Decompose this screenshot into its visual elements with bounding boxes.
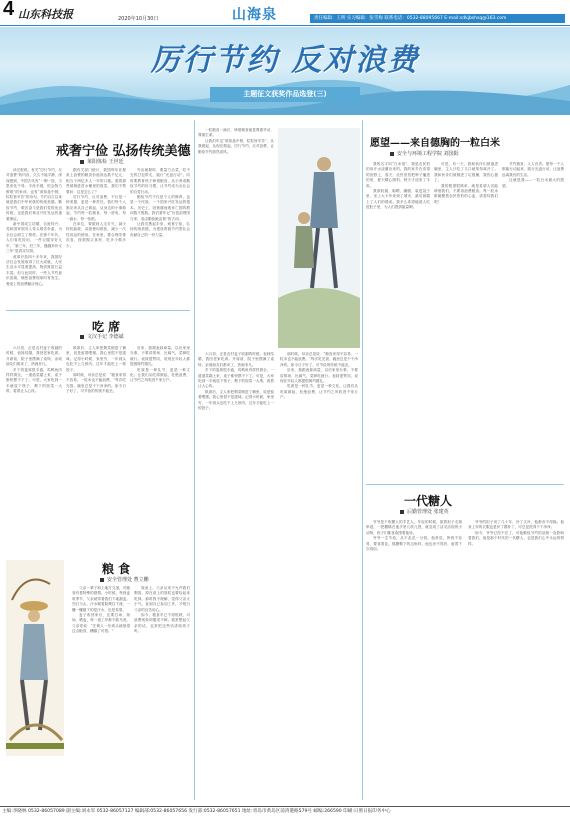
paragraph: 如今，爷爷已经不在了，可他勤俭节约的品格一直影响着我们。他是那个时代的一代糖人，也是我们心中永远的榜样。 (468, 530, 564, 546)
article-column (6, 346, 62, 516)
paragraph: 散席后，主人家把剩菜倒进了桶里，说是留着喂猪。我心里很不是滋味。记得小时候，家里穷，一年到头也吃不上几顿肉，过年才能吃上一顿饺子。 (198, 389, 274, 411)
paragraph: 这就是我——一粒白米最大的愿望。 (502, 178, 564, 188)
farmer-illustration (6, 560, 64, 756)
paragraph: 父亲一辈子和土地打交道，对粮食有着特殊的感情。小时候，每到麦收季节，父亲就带着我们下地割麦。烈日当头，汗水顺着脸颊往下流，一镰一镰割下的是汗水，也是希望。 (72, 586, 130, 612)
article-byline: 安全管理处 曹立鹏 (100, 576, 149, 583)
article-column (280, 352, 358, 800)
paragraph: 爷爷是个吹糖人的手艺人，年轻的时候，挑着担子走街串巷，一把糖稀在他手里几吹几捏，就变成了活灵活现的小动物，孩子们都喜欢围着他转。 (366, 520, 462, 535)
column-divider (362, 120, 363, 800)
article-column (434, 162, 498, 480)
paragraph: 爷爷的担子用了几十年，补了又补，他都舍不得换。他身上穿的衣服也是补丁摞补丁，可总是洗得干干净净。 (468, 520, 564, 530)
article-column (198, 128, 274, 348)
paragraph: 如今，粮食早已不再短缺，可浪费现象却屡见不鲜。我常想起父亲的话，也常把这些话讲给孩子听。 (134, 613, 190, 634)
article-column (366, 520, 462, 800)
paragraph: 我的名字叫“白米饭”，我是农民伯伯用汗水浇灌出来的。我的家乡在希望的田野上，春天，农民伯伯把种子播进田里，夏天精心照料，秋天才迎来了丰收。 (366, 162, 430, 188)
paragraph: 厉行节约、反对浪费，不仅是一种美德，更是一种责任。我们每个人都应该从自己做起，从身边的小事做起，节约每一粒粮食、每一度电、每一滴水、每一张纸。 (66, 195, 126, 221)
article-byline: 莱阳体检 王世廷 (80, 158, 124, 165)
section-divider (366, 484, 564, 485)
bullet-square-icon (80, 335, 84, 339)
paragraph: 六月初，正是农村麦子收割的时候，表妹结婚，我回老家吃席。开席前，院子里摆满了桌椅，亲戚朋友们都来了，热闹非凡。 (6, 346, 62, 367)
paragraph: 那时候，母亲总是说：“粮食来得不容易，一粒米也不能浪费。”每次吃完饭，碗里总是干干净净的。如今日子好了，可节俭的传统不能丢。 (66, 373, 126, 394)
article-headline: 戒奢宁俭 弘扬传统美德 (56, 144, 191, 159)
paragraph: 勤俭节约不仅是个人的修养，也是一个民族、一个国家兴旺发达的根本。历史上，因奢靡而败家亡国的教训数不胜数。我们要牢记“历览前贤国与家，成由勤俭破由奢”的古训。 (130, 195, 190, 221)
paragraph: 六月初，正是农村麦子收割的时候，表妹结婚，我回老家吃席。开席前，院子里摆满了桌椅，亲戚朋友们都来了，热闹非凡。 (198, 352, 274, 367)
article-byline: 后勤管理处 张建英 (400, 508, 449, 515)
paragraph: 我的愿望很简单，就是希望人们能珍惜我们，不要再浪费粮食。每一粒米都凝聚着农民伯伯的心血，请善待我们吧！ (434, 183, 498, 204)
paragraph: 麦子收回家后，还要打场、扬场、晒麦，每一道工序都不敢马虎。父亲常说：“庄稼人一年到头就指望这点粮食，糟蹋了可惜。” (72, 613, 130, 634)
paragraph: 爷爷一生节俭，从不乱花一分钱。他常说，挣钱不容易，要省着花。熬糖剩下的边角料，他也舍不得扔，留着下次再用。 (366, 536, 462, 552)
paragraph: 在单位，要做到人走灯灭，减少待机能耗；双面使用纸张，减少一次性用品的使用。在家里，要合理安排饮食，按需购买食材，吃多少做多少。 (66, 222, 126, 248)
bullet-square-icon (390, 152, 394, 156)
paragraph: 乡下的宴席很丰盛，鸡鸭鱼肉样样俱全，一道道菜端上来，桌子都快摆不下了。可是，大家吃到一半就放下筷子，剩下的饭菜一大堆，看着让人心疼。 (198, 368, 274, 389)
article-byline: 文汉手记 李德斌 (80, 333, 124, 340)
paragraph: 我被收割、晾晒、碾磨，装进袋子里，坐上大卡车来到了城市，最后被端上了人们的餐桌。我多么希望能被人吃进肚子里，为人们提供能量啊。 (366, 189, 430, 210)
banner-subtitle-box (210, 87, 360, 102)
paper-logo: 山东科技报 (18, 8, 73, 21)
article-headline: 愿望——来自德胸的一粒白米 (370, 138, 500, 149)
article-column (130, 168, 190, 304)
article-column (366, 162, 430, 480)
article-column (6, 168, 62, 304)
bullet-square-icon (80, 160, 84, 164)
article-column (502, 162, 564, 480)
article-column (130, 346, 190, 516)
article-column (198, 352, 274, 800)
paragraph: 散席后，主人家把剩菜倒进了桶里，说是留着喂猪。我心里很不是滋味。记得小时候，家里穷，一年到头也吃不上几顿肉，过年才能吃上一顿饺子。 (66, 346, 126, 372)
paragraph: 让我们携起手来，戒奢宁俭，弘扬传统美德，为建设资源节约型社会贡献自己的一份力量。 (130, 222, 190, 237)
banner (0, 27, 570, 115)
article-headline: 一代糖人 (404, 494, 453, 508)
article-byline: 安全与环境工程学院 刘国阳 (390, 150, 459, 157)
bullet-square-icon (400, 510, 404, 514)
field-workers-illustration (278, 128, 360, 348)
header-divider (0, 25, 570, 26)
page-number: 4 (3, 0, 15, 20)
paragraph: 吃席是一种礼节，更是一种文化。让我们从吃席做起，杜绝浪费，让节约之风吹进千家万户。 (130, 367, 190, 383)
editor-info: 责任编辑：王明 实习编辑：张雪梅 联系电话：0532-88095667 E-mail:sdkjbshsq@163.com (310, 14, 565, 23)
paragraph: 新中国成立初期，百废待兴，党和国家领导人带头艰苦朴素，为全社会树立了榜样。在那个年代，人们省吃俭用，一件衣服穿好几年，“新三年，旧三年，缝缝补补又三年”是真实写照。 (6, 222, 62, 254)
paragraph: 可是，有一天，我和伙伴们被盛进碗里，主人只吃了几口就匆匆离开了。我和伙伴们被倒进了垃圾桶，我伤心极了。 (434, 162, 498, 183)
banner-title: 厉行节约 反对浪费 (150, 43, 420, 78)
column-divider (194, 120, 195, 800)
paragraph: 那时候，母亲总是说：“粮食来得不容易，一粒米也不能浪费。”每次吃完饭，碗里总是干干净净的。如今日子好了，可节俭的传统不能丢。 (280, 352, 358, 367)
article-column (468, 520, 564, 800)
article-column (72, 586, 130, 800)
paragraph: 乡下的宴席很丰盛，鸡鸭鱼肉样样俱全，一道道菜端上来，桌子都快摆不下了。可是，大家吃到一半就放下筷子，剩下的饭菜一大堆，看着让人心疼。 (6, 367, 62, 394)
article-column (134, 586, 190, 800)
article-column (66, 346, 126, 516)
article-column (66, 168, 126, 304)
issue-date: 2020年10月30日 (118, 16, 159, 22)
paragraph: 一粒粮食一滴汗，珍惜粮食就是尊重劳动、尊重生命。 (198, 128, 274, 138)
paragraph: 让我们牢记“谁知盘中餐，粒粒皆辛苦”，从我做起，从现在做起，厉行节约，反对浪费，让勤俭节约蔚然成风。 (198, 138, 274, 154)
banner-subtitle: 主题征文获奖作品选登(三) (243, 90, 327, 98)
paragraph: 饭桌上，父亲从来不允许我们剩饭，掉在桌上的饭粒也要捡起来吃掉。那时我不理解，觉得父亲太小气。直到自己参加工作，才明白父亲的良苦用心。 (134, 586, 190, 612)
paragraph: 节约粮食，人人有责。愿每一个人都能行动起来，践行光盘行动，让浪费远离我们的生活。 (502, 162, 564, 177)
paragraph: 读完报纸，有关“厉行节约，反对浪费”的内容，久久不能平静，深深感到，中国古代有“一粥一饭，当思来处不易；半丝半缕，恒念物力维艰”的家训，也有“谁知盘中餐，粒粒皆辛苦”的诗句，节约自古以来就是我们中华民族的传统美德。勤俭节约、艰苦奋斗是我们党的优良传统，也是我们事业兴旺发达的重要保证。 (6, 168, 62, 221)
paragraph: 吃席是一种礼节，更是一种文化。让我们从吃席做起，杜绝浪费，让节约之风吹进千家万户。 (280, 384, 358, 400)
paragraph: 后来，我跟表妹商量，以后家里办事，不要讲排场、比阔气，菜够吃就行。表妹很赞同，说现在年轻人都提倡简约婚礼。 (280, 368, 358, 384)
footer-info: 主编:李晓林 0532-86057089 副主编:刘永军 0532-86057127 编辑部:0532-86057656 发行部:0532-86057651 地址:青岛市黄岛区前湾港路579号 邮编:266590 印刷:日照日报印务中心 (2, 809, 391, 814)
article-headline: 吃 席 (92, 320, 121, 334)
footer-divider (0, 806, 570, 807)
section-divider (6, 310, 190, 311)
section-title: 山海泉 (232, 7, 277, 23)
paragraph: 据有关部门统计，我国每年在餐桌上浪费的粮食价值高达数千亿元，相当于两亿多人一年的口粮。看着那些被倒进泔水桶里的饭菜，我们不禁要问：这是怎么了？ (66, 168, 126, 194)
paragraph: 后来，我跟表妹商量，以后家里办事，不要讲排场、比阔气，菜够吃就行。表妹很赞同，说现在年轻人都提倡简约婚礼。 (130, 346, 190, 367)
bullet-square-icon (100, 578, 104, 582)
paragraph: 改革开放四十多年来，我国经济社会发展取得了巨大成就，人民生活水平显著提高，物质财富日益丰富。但与此同时，一些人节约意识淡薄，铺张浪费现象时有发生。餐桌上的浪费触目惊心。 (6, 254, 62, 286)
article-headline: 粮 食 (102, 562, 131, 576)
page-header (0, 0, 570, 26)
paragraph: 外出就餐时，要量力点菜，吃不完的打包带走，践行“光盘行动”。同时要教育孩子珍惜粮食，从小养成勤俭节约的好习惯，让节约成为全社会的自觉行动。 (130, 168, 190, 194)
